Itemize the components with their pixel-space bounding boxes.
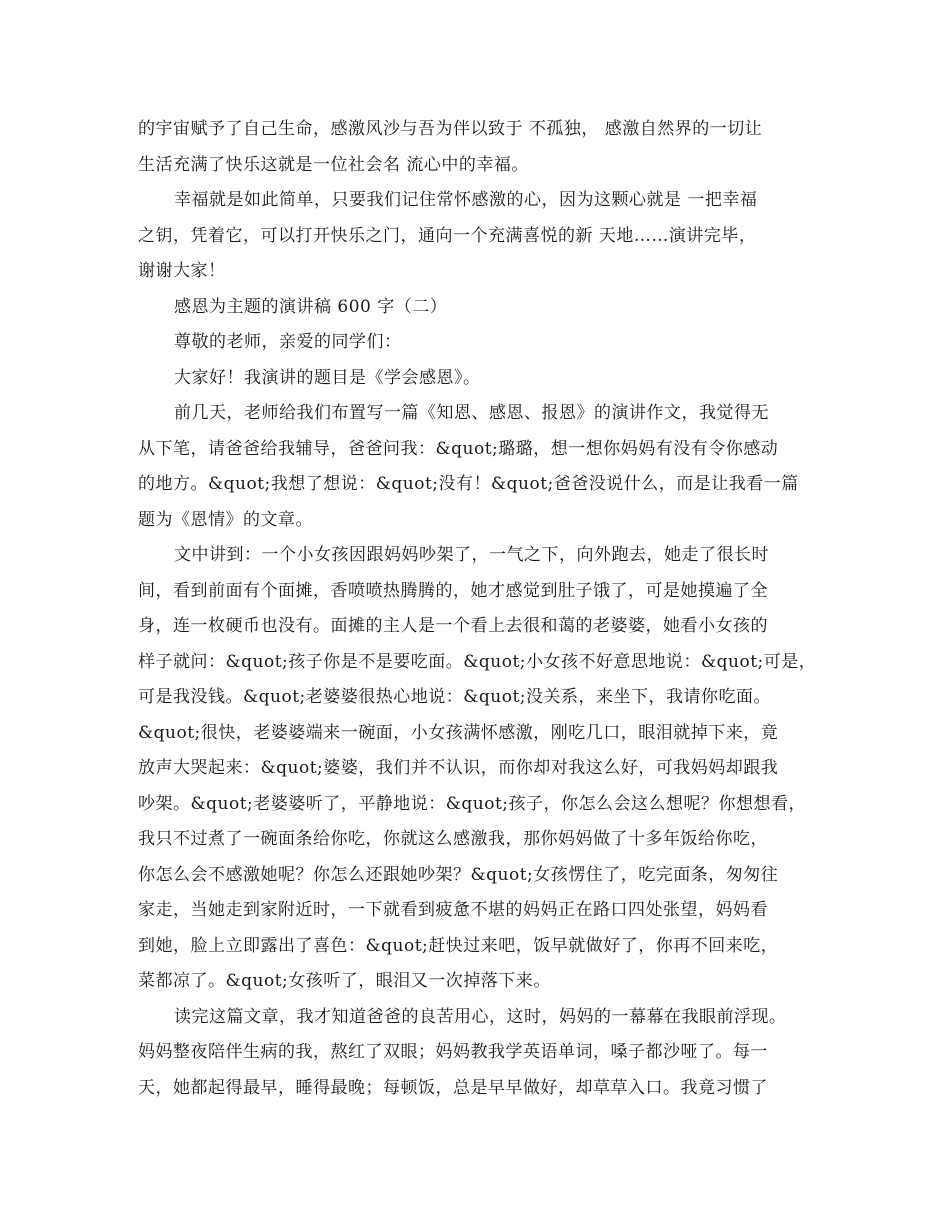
text-line: 到她，脸上立即露出了喜色：&quot;赶快过来吧，饭早就做好了，你再不回来吃，: [138, 935, 779, 956]
text-line: 大家好！我演讲的题目是《学会感恩》。: [174, 367, 481, 388]
text-line: 样子就问：&quot;孩子你是不是要吃面。&quot;小女孩不好意思地说：&quot;可是，: [138, 651, 817, 672]
text-line: 放声大哭起来：&quot;婆婆，我们并不认识，而你却对我这么好，可我妈妈却跟我: [138, 758, 779, 778]
text-line: 读完这篇文章，我才知道爸爸的良苦用心，这时，妈妈的一幕幕在我眼前浮现。: [174, 1006, 787, 1027]
text-line: 你怎么会不感激她呢？你怎么还跟她吵架？&quot;女孩愣住了，吃完面条，匆匆往: [138, 864, 779, 885]
text-line: 谢谢大家！: [138, 261, 226, 281]
paragraph: [138, 183, 814, 290]
text-line: 生活充满了快乐这就是一位社会名 流心中的幸福。: [138, 154, 529, 175]
text-line: 尊敬的老师，亲爱的同学们：: [174, 332, 402, 352]
paragraph: [138, 290, 814, 326]
text-line: 我只不过煮了一碗面条给你吃，你就这么感激我，那你妈妈做了十多年饭给你吃，: [138, 829, 768, 849]
text-line: 的地方。&quot;我想了想说：&quot;没有！&quot;爸爸没说什么，而是让我看一篇: [138, 474, 799, 494]
text-line: 感恩为主题的演讲稿 600 字（二）: [174, 296, 448, 317]
paragraph: [138, 1000, 814, 1107]
paragraph: [138, 325, 814, 361]
paragraph: [138, 538, 817, 1000]
text-line: 间，看到前面有个面摊，香喷喷热腾腾的，她才感觉到肚子饿了，可是她摸遍了全: [138, 580, 768, 601]
paragraph: [138, 112, 814, 183]
paragraph: [138, 396, 814, 538]
document-body: [138, 112, 817, 1106]
text-line: 题为《恩情》的文章。: [138, 509, 313, 530]
text-line: 家走，当她走到家附近时，一下就看到疲惫不堪的妈妈正在路口四处张望，妈妈看: [138, 900, 768, 920]
text-line: 天，她都起得最早，睡得最晚；每顿饭，总是早早做好，却草草入口。我竟习惯了: [138, 1077, 768, 1098]
text-line: &quot;很快，老婆婆端来一碗面，小女孩满怀感激，刚吃几口，眼泪就掉下来，竟: [138, 722, 779, 743]
text-line: 之钥，凭着它，可以打开快乐之门，通向一个充满喜悦的新 天地……演讲完毕，: [138, 225, 757, 246]
text-line: 前几天，老师给我们布置写一篇《知恩、感恩、报恩》的演讲作文，我觉得无: [174, 403, 769, 423]
text-line: 的宇宙赋予了自己生命，感激风沙与吾为伴以致于 不孤独， 感激自然界的一切让: [138, 119, 763, 139]
text-line: 文中讲到：一个小女孩因跟妈妈吵架了，一气之下，向外跑去，她走了很长时: [174, 545, 769, 565]
text-line: 吵架。&quot;老婆婆听了，平静地说：&quot;孩子，你怎么会这么想呢？你想想看，: [138, 793, 807, 814]
text-line: 可是我没钱。&quot;老婆婆很热心地说：&quot;没关系，来坐下，我请你吃面。: [138, 687, 772, 707]
text-line: 身，连一枚硬币也没有。面摊的主人是一个看上去很和蔼的老婆婆，她看小女孩的: [138, 616, 768, 636]
text-line: 菜都凉了。&quot;女孩听了，眼泪又一次掉落下来。: [138, 971, 551, 991]
text-line: 从下笔，请爸爸给我辅导，爸爸问我：&quot;璐璐，想一想你妈妈有没有令你感动: [138, 438, 779, 459]
text-line: 妈妈整夜陪伴生病的我，熬红了双眼；妈妈教我学英语单词，嗓子都沙哑了。每一: [138, 1042, 768, 1062]
text-line: 幸福就是如此简单，只要我们记住常怀感激的心，因为这颗心就是 一把幸福: [174, 190, 758, 210]
paragraph: [138, 361, 814, 397]
